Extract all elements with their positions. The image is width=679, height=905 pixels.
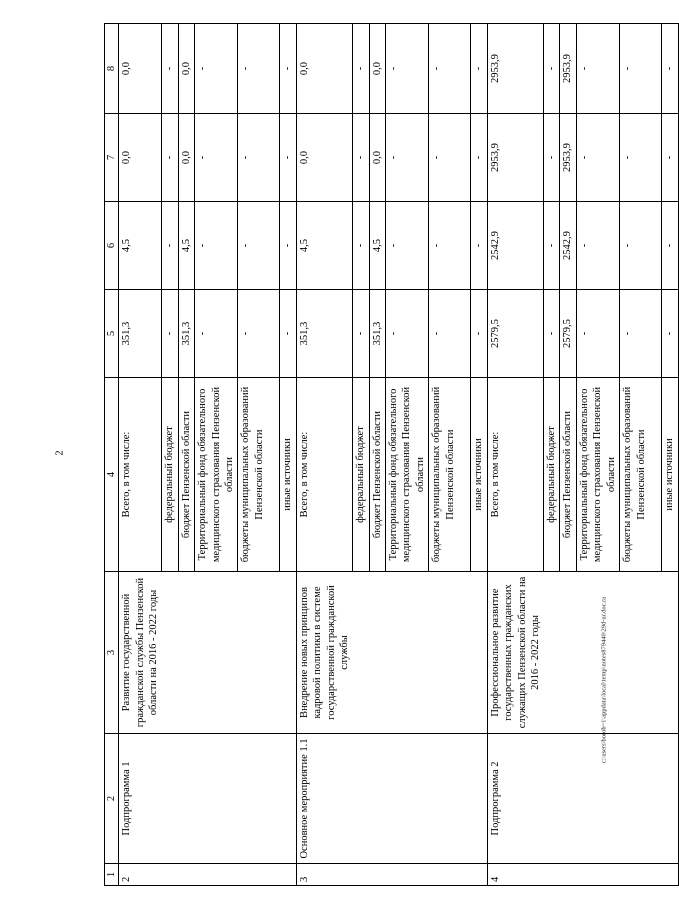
value-cell-7: -	[386, 114, 429, 202]
value-cell-8: 0,0	[178, 24, 194, 114]
program-title-cell	[353, 572, 369, 734]
value-cell-6: -	[662, 202, 678, 290]
header-cell: 7	[105, 114, 119, 202]
source-label-cell: бюджеты муниципальных образований Пензенской области	[429, 378, 471, 572]
program-title-cell	[369, 572, 385, 734]
value-cell-7: 0,0	[369, 114, 385, 202]
program-name-cell	[280, 734, 296, 864]
program-name-cell: Основное мероприятие 1.1	[296, 734, 352, 864]
value-cell-5: -	[544, 290, 560, 378]
program-name-cell	[369, 734, 385, 864]
row-number-cell	[429, 864, 471, 886]
value-cell-7: -	[471, 114, 487, 202]
value-cell-6: -	[238, 202, 280, 290]
value-cell-6: 2542,9	[560, 202, 576, 290]
value-cell-6: -	[429, 202, 471, 290]
program-title-cell	[471, 572, 487, 734]
program-name-cell: Подпрограмма 2	[487, 734, 543, 864]
program-name-cell	[576, 734, 619, 864]
table-row	[369, 24, 385, 886]
value-cell-6: -	[353, 202, 369, 290]
row-number-cell	[369, 864, 385, 886]
value-cell-7: -	[429, 114, 471, 202]
file-path: c:\users\borob~1\appdata\local\temp\notes879440\29d-ur.doc.ra	[600, 596, 608, 764]
value-cell-6: 4,5	[119, 202, 162, 290]
program-name-cell	[429, 734, 471, 864]
funding-table	[104, 23, 679, 886]
source-label-cell: федеральный бюджет	[544, 378, 560, 572]
source-label-cell: бюджеты муниципальных образований Пензенской области	[620, 378, 662, 572]
value-cell-5: -	[195, 290, 238, 378]
table-row	[296, 24, 352, 886]
value-cell-7: -	[195, 114, 238, 202]
program-title-cell	[662, 572, 678, 734]
source-label-cell: Территориальный фонд обязательного медицинского страхования Пензенской области	[386, 378, 429, 572]
value-cell-8: 2953,9	[487, 24, 543, 114]
row-number-cell	[544, 864, 560, 886]
program-title-cell: Внедрение новых принципов кадровой политики в системе государственной гражданской службы	[296, 572, 352, 734]
value-cell-8: -	[662, 24, 678, 114]
value-cell-5: 2579,5	[560, 290, 576, 378]
page-number: 2	[54, 450, 66, 456]
row-number-cell	[162, 864, 178, 886]
value-cell-7: -	[162, 114, 178, 202]
value-cell-8: -	[429, 24, 471, 114]
value-cell-5: -	[429, 290, 471, 378]
value-cell-8: 2953,9	[560, 24, 576, 114]
table-row	[280, 24, 296, 886]
header-cell: 4	[105, 378, 119, 572]
program-name-cell	[544, 734, 560, 864]
value-cell-6: -	[386, 202, 429, 290]
program-title-cell	[280, 572, 296, 734]
table-row	[119, 24, 162, 886]
value-cell-5: -	[471, 290, 487, 378]
source-label-cell: федеральный бюджет	[162, 378, 178, 572]
program-title-cell	[195, 572, 238, 734]
table-row	[429, 24, 471, 886]
value-cell-6: 4,5	[296, 202, 352, 290]
program-title-cell	[544, 572, 560, 734]
value-cell-6: -	[162, 202, 178, 290]
value-cell-7: -	[353, 114, 369, 202]
value-cell-5: -	[576, 290, 619, 378]
value-cell-7: -	[238, 114, 280, 202]
table-row	[620, 24, 662, 886]
header-cell: 3	[105, 572, 119, 734]
value-cell-8: -	[353, 24, 369, 114]
program-title-cell	[386, 572, 429, 734]
value-cell-8: 0,0	[296, 24, 352, 114]
program-name-cell	[178, 734, 194, 864]
table-row	[178, 24, 194, 886]
source-label-cell: бюджет Пензенской области	[178, 378, 194, 572]
value-cell-8: 0,0	[119, 24, 162, 114]
value-cell-7: 0,0	[296, 114, 352, 202]
value-cell-6: -	[195, 202, 238, 290]
value-cell-5: 351,3	[296, 290, 352, 378]
row-number-cell: 2	[119, 864, 162, 886]
value-cell-5: -	[386, 290, 429, 378]
row-number-cell	[238, 864, 280, 886]
value-cell-7: 0,0	[178, 114, 194, 202]
program-title-cell	[560, 572, 576, 734]
value-cell-8: -	[620, 24, 662, 114]
table-row	[386, 24, 429, 886]
value-cell-6: 4,5	[369, 202, 385, 290]
table-row	[576, 24, 619, 886]
header-row	[105, 24, 119, 886]
value-cell-7: -	[544, 114, 560, 202]
program-name-cell	[353, 734, 369, 864]
program-title-cell	[429, 572, 471, 734]
value-cell-8: -	[386, 24, 429, 114]
row-number-cell: 3	[296, 864, 352, 886]
value-cell-5: 2579,5	[487, 290, 543, 378]
program-name-cell	[195, 734, 238, 864]
row-number-cell	[471, 864, 487, 886]
value-cell-8: -	[576, 24, 619, 114]
row-number-cell	[386, 864, 429, 886]
value-cell-7: 2953,9	[487, 114, 543, 202]
row-number-cell	[353, 864, 369, 886]
source-label-cell: федеральный бюджет	[353, 378, 369, 572]
value-cell-5: -	[620, 290, 662, 378]
source-label-cell: бюджеты муниципальных образований Пензенской области	[238, 378, 280, 572]
source-label-cell: Всего, в том числе:	[119, 378, 162, 572]
table-row	[487, 24, 543, 886]
program-name-cell	[238, 734, 280, 864]
value-cell-5: 351,3	[178, 290, 194, 378]
header-cell: 8	[105, 24, 119, 114]
header-cell: 6	[105, 202, 119, 290]
value-cell-7: 2953,9	[560, 114, 576, 202]
row-number-cell	[576, 864, 619, 886]
value-cell-6: -	[544, 202, 560, 290]
source-label-cell: бюджет Пензенской области	[560, 378, 576, 572]
program-title-cell	[620, 572, 662, 734]
table-row	[238, 24, 280, 886]
value-cell-8: -	[544, 24, 560, 114]
value-cell-8: -	[238, 24, 280, 114]
program-title-cell	[162, 572, 178, 734]
header-cell: 5	[105, 290, 119, 378]
program-title-cell: Развитие государственной гражданской службы Пензенской области на 2016 - 2022 годы	[119, 572, 162, 734]
value-cell-7: -	[576, 114, 619, 202]
program-name-cell	[386, 734, 429, 864]
value-cell-7: 0,0	[119, 114, 162, 202]
row-number-cell	[560, 864, 576, 886]
value-cell-7: -	[620, 114, 662, 202]
program-title-cell	[178, 572, 194, 734]
source-label-cell: бюджет Пензенской области	[369, 378, 385, 572]
source-label-cell: иные источники	[471, 378, 487, 572]
value-cell-6: 4,5	[178, 202, 194, 290]
program-name-cell	[471, 734, 487, 864]
value-cell-8: 0,0	[369, 24, 385, 114]
value-cell-5: -	[238, 290, 280, 378]
header-cell: 1	[105, 864, 119, 886]
value-cell-6: 2542,9	[487, 202, 543, 290]
value-cell-7: -	[280, 114, 296, 202]
value-cell-6: -	[620, 202, 662, 290]
value-cell-6: -	[471, 202, 487, 290]
source-label-cell: Территориальный фонд обязательного медицинского страхования Пензенской области	[576, 378, 619, 572]
row-number-cell	[662, 864, 678, 886]
row-number-cell	[280, 864, 296, 886]
program-title-cell	[576, 572, 619, 734]
value-cell-5: -	[162, 290, 178, 378]
program-name-cell	[662, 734, 678, 864]
header-cell: 2	[105, 734, 119, 864]
value-cell-8: -	[162, 24, 178, 114]
value-cell-5: -	[662, 290, 678, 378]
row-number-cell	[178, 864, 194, 886]
source-label-cell: иные источники	[280, 378, 296, 572]
source-label-cell: Всего, в том числе:	[487, 378, 543, 572]
value-cell-5: -	[353, 290, 369, 378]
table-row	[353, 24, 369, 886]
table-row	[195, 24, 238, 886]
table-row	[471, 24, 487, 886]
value-cell-8: -	[471, 24, 487, 114]
source-label-cell: Всего, в том числе:	[296, 378, 352, 572]
table-row	[162, 24, 178, 886]
program-name-cell	[620, 734, 662, 864]
row-number-cell: 4	[487, 864, 543, 886]
program-name-cell	[162, 734, 178, 864]
value-cell-7: -	[662, 114, 678, 202]
value-cell-5: 351,3	[119, 290, 162, 378]
table-row	[560, 24, 576, 886]
program-title-cell	[238, 572, 280, 734]
table-row	[544, 24, 560, 886]
source-label-cell: иные источники	[662, 378, 678, 572]
table-row	[662, 24, 678, 886]
value-cell-6: -	[280, 202, 296, 290]
source-label-cell: Территориальный фонд обязательного медицинского страхования Пензенской области	[195, 378, 238, 572]
value-cell-5: 351,3	[369, 290, 385, 378]
value-cell-5: -	[280, 290, 296, 378]
row-number-cell	[195, 864, 238, 886]
program-title-cell: Профессиональное развитие государственных гражданских служащих Пензенской области на 2016 - 2022 годы	[487, 572, 543, 734]
value-cell-8: -	[195, 24, 238, 114]
value-cell-6: -	[576, 202, 619, 290]
program-name-cell: Подпрограмма 1	[119, 734, 162, 864]
value-cell-8: -	[280, 24, 296, 114]
program-name-cell	[560, 734, 576, 864]
row-number-cell	[620, 864, 662, 886]
